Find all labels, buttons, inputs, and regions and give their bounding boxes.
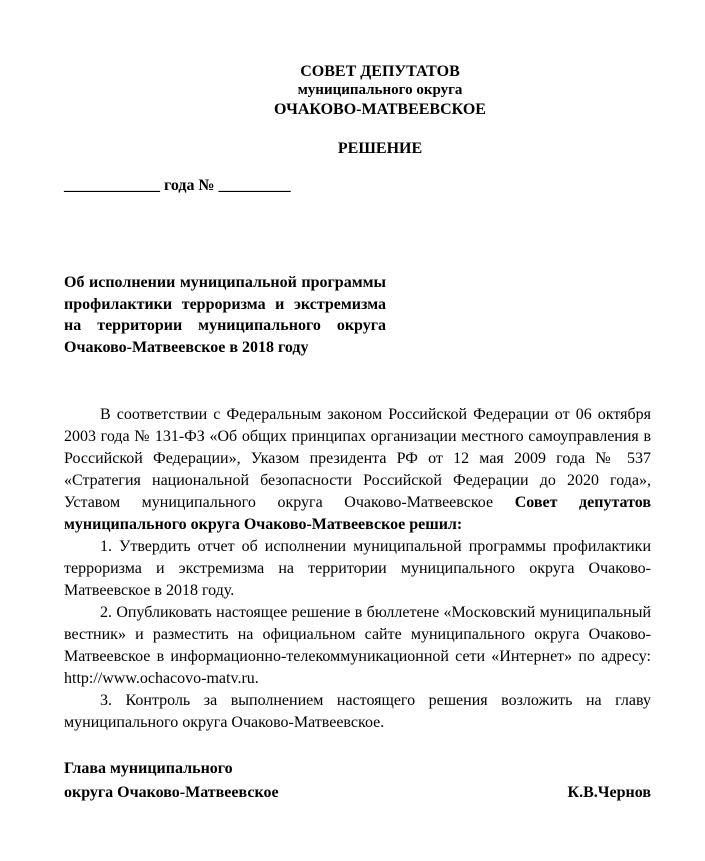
signatory-name: К.В.Чернов [567, 784, 651, 801]
signature-title-2: округа Очаково-Матвеевское [64, 784, 279, 801]
decision-body [64, 404, 651, 734]
district-name: ОЧАКОВО-МАТВЕЕВСКОЕ [274, 101, 486, 118]
intro-paragraph [64, 404, 651, 536]
item-1: 1. Утвердить отчет об исполнении муниципальной программы профилактики терроризма и экстремизма на территории муниципального округа Очаково-Матвеевское в 2018 году. [64, 538, 651, 599]
council-title: СОВЕТ ДЕПУТАТОВ [300, 63, 460, 80]
intro-text: В соответствии с Федеральным законом Российской Федерации от 06 октября 2003 года № 131-ФЗ «Об общих принципах организации местного самоуправления в Российской Федерации», Указом президента РФ от 12 мая 2009 года № 537 «Стратегия национальной безопасности Российской Федерации до 2020 года», Уставом муниципального округа Очаково-Матвеевское [64, 406, 651, 511]
intro-resolution: Совет депутатов муниципального округа Очаково-Матвеевское решил: [64, 494, 652, 533]
date-number-line: ____________ года № _________ [64, 177, 291, 194]
signature-block [64, 784, 651, 802]
document-type: РЕШЕНИЕ [337, 140, 423, 157]
signature-title-1: Глава муниципального [64, 760, 233, 777]
council-subtitle: муниципального округа [297, 82, 463, 98]
item-3: 3. Контроль за выполнением настоящего решения возложить на главу муниципального округа Очаково-Матвеевское. [64, 692, 651, 731]
item-2: 2. Опубликовать настоящее решение в бюллетене «Московский муниципальный вестник» и разместить на официальном сайте муниципального округа Очаково-Матвеевское в информационно-телекоммуникационной сети «Интернет» по адресу: http://www.ochacovo-matv.ru. [64, 604, 651, 687]
decision-subject: Об исполнении муниципальной программы профилактики терроризма и экстремизма на территории муниципального округа Очаково-Матвеевское в 2018 году [64, 274, 386, 356]
